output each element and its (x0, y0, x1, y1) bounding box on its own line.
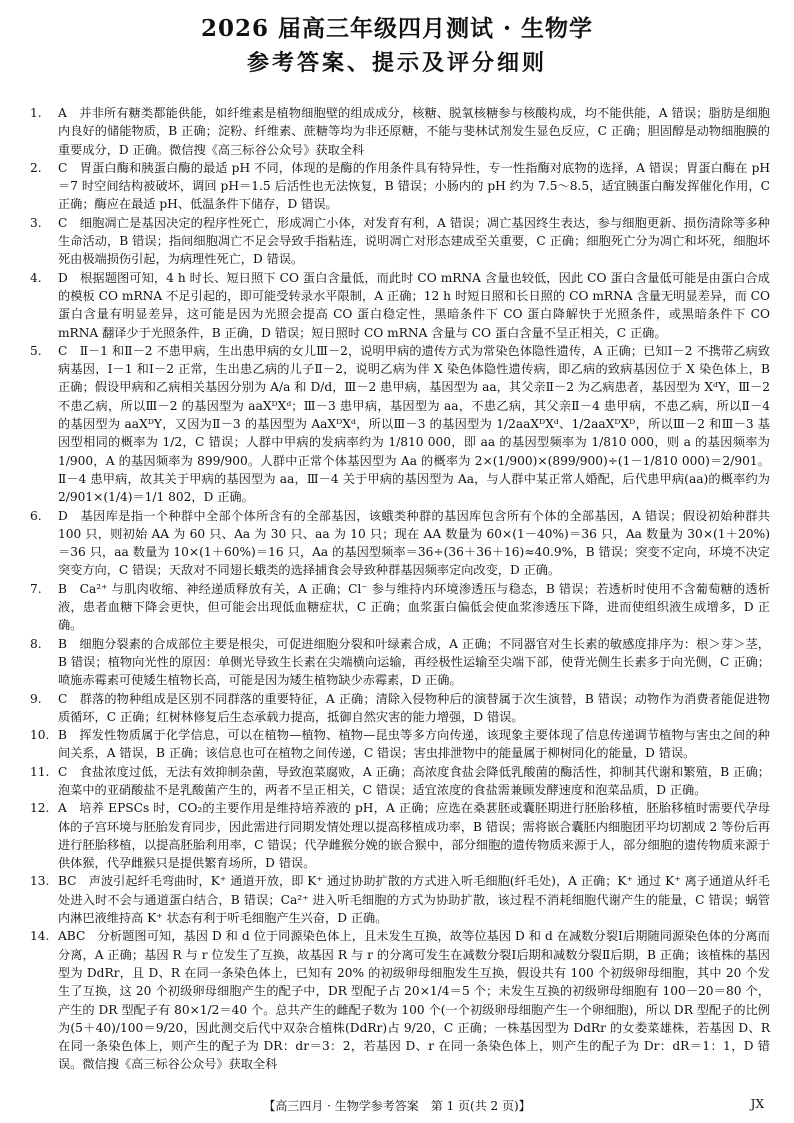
answer-number: 12. (30, 801, 50, 816)
answer-item-4 (30, 269, 770, 342)
answer-text: A 培养 EPSCs 时，CO₂的主要作用是维持培养液的 pH，A 正确；应选在桑葚胚或囊胚期进行胚胎移植，胚胎移植时需要代孕母体的子宫环境与胚胎发育同步，因此需进行同期发情处理以提高移植成功率，B 错误；需将嵌合囊胚内细胞团平均切割成 2 等份后再进行胚胎移植，以提高胚胎利用率，C 错误；代孕雌猴分娩的嵌合猴中，部分细胞的遗传物质来源于人，部分细胞的遗传物质来源于供体猴，代孕雌猴只是提供繁育场所，D 错误。 (58, 801, 770, 871)
answer-item-9 (30, 690, 770, 727)
answer-item-6 (30, 507, 770, 580)
answer-text: ABC 分析题图可知，基因 D 和 d 位于同源染色体上，且未发生互换，故等位基因 D 和 d 在减数分裂Ⅰ后期随同源染色体的分离而分离，A 正确；基因 R 与 r 位发生了互换，故基因 R 与 r 的分离可发生在减数分裂Ⅰ后期和减数分裂Ⅱ后期，B 正确；该植株的基因型为 DdRr，且 D、R 在同一条染色体上，已知有 20% 的初级卵母细胞发生互换，假设共有 100 个初级卵母细胞，其中 20 个发生了互换，这 20 个初级卵母细胞产生的配子中，DR 型配子占 20×1/4＝5 个；未发生互换的初级卵母细胞有 100－20＝80 个，产生的 DR 型配子有 80×1/2＝40 个。总共产生的雌配子数为 100 个(一个初级卵母细胞产生一个卵细胞)，所以 DR 型配子的比例为(5＋40)/100＝9/20，因此测交后代中双杂合植株(DdRr)占 9/20，C 正确；一株基因型为 DdRr 的女娄菜雄株，若基因 D、R 在同一条染色体上，则产生的配子为 DR：dr＝3：2，若基因 D、r 在同一条染色体上，则产生的配子为 Dr：dR＝1：1，D 错误。微信搜《高三标谷公众号》获取全科 (58, 929, 770, 1072)
answer-item-12 (30, 799, 770, 872)
answer-number: 11. (30, 764, 50, 779)
answer-item-10 (30, 726, 770, 763)
answer-number: 10. (30, 728, 50, 743)
answer-number: 4. (30, 270, 42, 285)
answer-text: A 并非所有糖类都能供能，如纤维素是植物细胞壁的组成成分，核糖、脱氧核糖参与核酸构成，均不能供能，A 错误；脂肪是细胞内良好的储能物质，B 正确；淀粉、纤维素、蔗糖等均为非还原糖，不能与斐林试剂发生显色反应，C 正确；胆固醇是动物细胞膜的重要成分，D 正确。微信搜《高三标谷公众号》获取全科 (58, 106, 770, 157)
page-title: 2026 届高三年级四月测试 · 生物学 (200, 15, 594, 42)
answer-number: 14. (30, 929, 50, 944)
answer-number: 7. (30, 581, 42, 596)
answer-text: C 细胞凋亡是基因决定的程序性死亡，形成凋亡小体，对发育有利，A 错误；凋亡基因终生表达，参与细胞更新、损伤清除等多种生命活动，B 错误；指间细胞凋亡不足会导致手指粘连，说明凋亡对形态建成至关重要，C 正确；细胞死亡分为凋亡和坏死，细胞坏死由极端损伤引起，为病理性死亡，D 错误。 (58, 215, 770, 267)
footer-code: JX (750, 1097, 764, 1111)
footer-page-info: 【高三四月 · 生物学参考答案 第 1 页(共 2 页)】 (263, 1099, 531, 1113)
answer-item-5 (30, 342, 770, 507)
answer-text: C 群落的物种组成是区别不同群落的重要特征，A 正确；清除入侵物种后的演替属于次生演替，B 错误；动物作为消费者能促进物质循环，C 正确；红树林修复后生态承载力提高，抵御自然灾害的能力增强，D 错误。 (58, 691, 770, 724)
answer-item-13 (30, 872, 770, 927)
answer-number: 2. (30, 160, 42, 175)
answer-text: B 挥发性物质属于化学信息，可以在植物—植物、植物—昆虫等多方向传递，该现象主要体现了信息传递调节植物与害虫之间的种间关系，A 错误，B 正确；该信息也可在植物之间传递，C 错误；害虫排泄物中的能量属于柳树同化的能量，D 错误。 (58, 728, 770, 761)
answer-text: D 根据题图可知，4 h 时长、短日照下 CO 蛋白含量低，而此时 CO mRNA 含量也较低，因此 CO 蛋白含量低可能是由蛋白合成的模板 CO mRNA 不足引起的，即可能受转录水平限制，A 正确；12 h 时短日照和长日照的 CO mRNA 含量无明显差异，而 CO 蛋白含量有明显差异，这可能是因为光照会提高 CO 蛋白稳定性，黑暗条件下 CO 蛋白降解快于光照条件，或黑暗条件下 CO mRNA 翻译少于光照条件，B 正确，D 错误；短日照时 CO mRNA 含量与 CO 蛋白含量不呈正相关，C 正确。 (58, 270, 770, 340)
answer-item-14 (30, 927, 770, 1073)
answer-text: B Ca²⁺ 与肌肉收缩、神经递质释放有关，A 正确；Cl⁻ 参与维持内环境渗透压与稳态，B 错误；若透析时使用不含葡萄糖的透析液，患者血糖下降会更快，但可能会出现低血糖症状，C 正确；血浆蛋白偏低会使血浆渗透压下降，进而使组织液生成增多，D 正确。 (58, 581, 770, 633)
answer-number: 13. (30, 874, 50, 889)
answer-number: 8. (30, 636, 42, 651)
answer-list (30, 104, 770, 1074)
answer-text: BC 声波引起纤毛弯曲时，K⁺ 通道开放，即 K⁺ 通过协助扩散的方式进入听毛细胞(纤毛处)，A 正确；K⁺ 通过 K⁺ 离子通道从纤毛处进入时不会与通道蛋白结合，B 错误；Ca²⁺ 进入听毛细胞的方式为协助扩散，该过程不消耗细胞代谢产生的能量，C 错误；蜗管内淋巴液维持高 K⁺ 状态有利于听毛细胞产生兴奋，D 正确。 (58, 874, 770, 926)
page-subtitle: 参考答案、提示及评分细则 (246, 50, 547, 76)
answer-item-3 (30, 214, 770, 269)
answer-item-1 (30, 104, 770, 159)
answer-number: 1. (30, 106, 42, 120)
answer-text: B 细胞分裂素的合成部位主要是根尖，可促进细胞分裂和叶绿素合成，A 正确；不同器官对生长素的敏感度排序为：根＞芽＞茎，B 错误；植物向光性的原因：单侧光导致生长素在尖端横向运输，再经极性运输至尖端下部，使背光侧生长素多于向光侧，C 正确；喷施赤霉素可使矮生植物长高，可能是因为矮生植物缺少赤霉素，D 正确。 (58, 636, 770, 688)
answer-item-11 (30, 763, 770, 800)
answer-text: D 基因库是指一个种群中全部个体所含有的全部基因，该蛾类种群的基因库包含所有个体的全部基因，A 错误；假设初始种群共 100 只，则初始 AA 为 60 只、Aa 为 30 只、aa 为 10 只；现在 AA 数量为 60×(1－40%)＝36 只，Aa 数量为 30×(1＋20%)＝36 只，aa 数量为 10×(1＋60%)＝16 只，Aa 的基因型频率＝36÷(36＋36＋16)≈40.9%，B 错误；突变不定向，环境不决定突变方向，C 错误；天敌对不同翅长蛾类的选择捕食会导致种群基因频率定向改变，D 正确。 (58, 508, 770, 578)
answer-text: C 食盐浓度过低，无法有效抑制杂菌，导致泡菜腐败，A 正确；高浓度食盐会降低乳酸菌的酶活性，抑制其代谢和繁殖，B 正确；泡菜中的亚硝酸盐不是乳酸菌产生的，两者不呈正相关，C 错误；适宜浓度的食盐需兼顾发酵速度和泡菜品质，D 正确。 (58, 764, 770, 797)
answer-item-7 (30, 580, 770, 635)
answer-number: 5. (30, 343, 42, 358)
answer-number: 3. (30, 215, 42, 230)
answer-number: 6. (30, 508, 42, 523)
answer-item-8 (30, 635, 770, 690)
answer-text: C 胃蛋白酶和胰蛋白酶的最适 pH 不同，体现的是酶的作用条件具有特异性，专一性指酶对底物的选择，A 错误；胃蛋白酶在 pH＝7 时空间结构被破坏，调回 pH＝1.5 后活性也无法恢复，B 错误；小肠内的 pH 约为 7.5～8.5，适宜胰蛋白酶发挥催化作用，C 正确；酶应在最适 pH、低温条件下储存，D 错误。 (58, 160, 770, 212)
answer-text: C Ⅱ－1 和Ⅱ－2 不患甲病，生出患甲病的女儿Ⅲ－2，说明甲病的遗传方式为常染色体隐性遗传，A 正确；已知Ⅰ－2 不携带乙病致病基因，Ⅰ－1 和Ⅰ－2 正常，生出患乙病的儿子Ⅱ－2，说明乙病为伴 X 染色体隐性遗传病，即乙病的致病基因位于 X 染色体上，B 正确；假设甲病和乙病相关基因分别为 A/a 和 D/d，Ⅲ－2 患甲病，基因型为 aa，其父亲Ⅱ－2 为乙病患者，基因型为 XᵈY，Ⅲ－2 不患乙病，所以Ⅲ－2 的基因型为 aaXᴰXᵈ；Ⅲ－3 患甲病，基因型为 aa，不患乙病，其父亲Ⅱ－4 患甲病，不患乙病，所以Ⅱ－4 的基因型为 aaXᴰY，又因为Ⅱ－3 的基因型为 AaXᴰXᵈ，所以Ⅲ－3 的基因型为 1/2aaXᴰXᵈ、1/2aaXᴰXᴰ，所以Ⅲ－2 和Ⅲ－3 基因型相同的概率为 1/2，C 错误；人群中甲病的发病率约为 1/810 000，即 aa 的基因型频率为 1/810 000，则 a 的基因频率为 1/900，A 的基因频率为 899/900。人群中正常个体基因型为 Aa 的概率为 2×(1/900)×(899/900)÷(1－1/810 000)＝2/901。Ⅱ－4 患甲病，故其关于甲病的基因型为 aa，Ⅲ－4 关于甲病的基因型为 Aa，与人群中某正常人婚配，后代患甲病(aa)的概率约为 2/901×(1/4)＝1/1 802，D 正确。 (58, 343, 770, 505)
answer-number: 9. (30, 691, 42, 706)
answer-item-2 (30, 159, 770, 214)
